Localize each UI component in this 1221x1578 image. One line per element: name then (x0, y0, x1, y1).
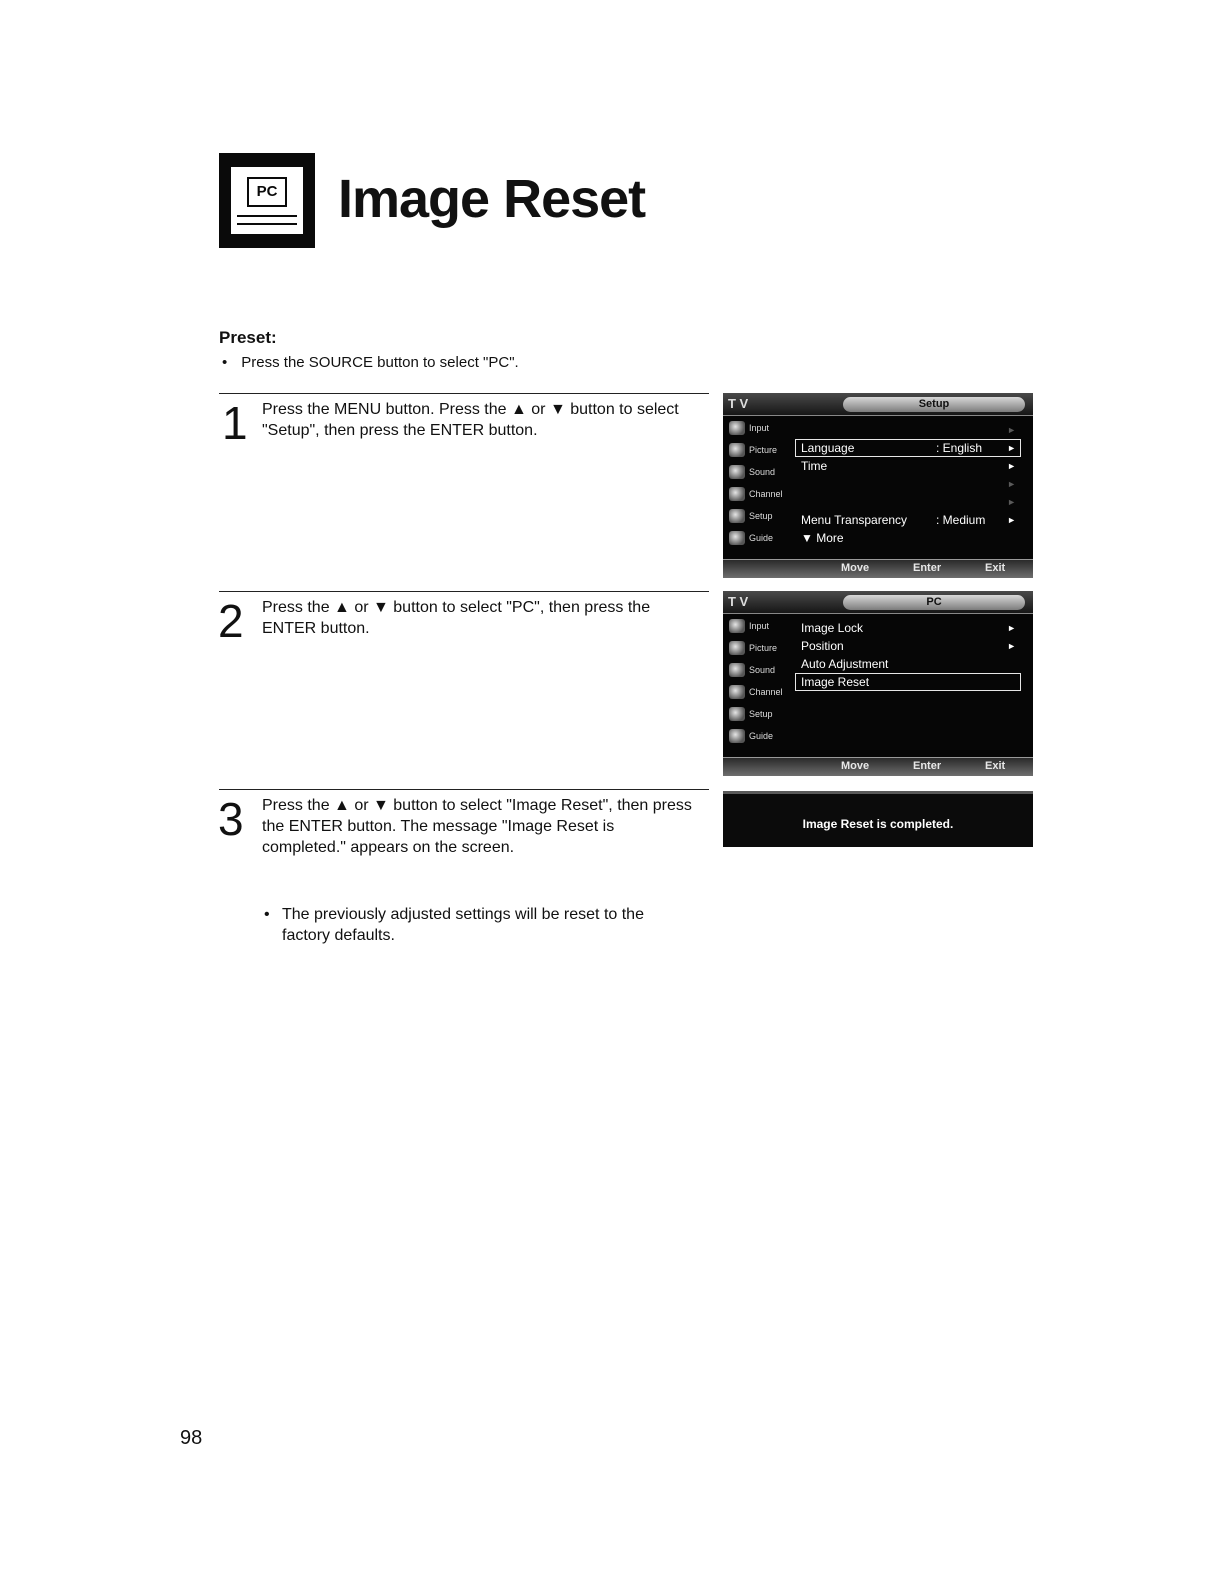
preset-text: Press the SOURCE button to select "PC". (241, 354, 519, 371)
step-divider (219, 789, 709, 790)
step-number: 2 (218, 595, 244, 647)
menu-item-label: Language (801, 441, 855, 455)
monitor-base-icon (237, 215, 297, 225)
sidebar-item-label: Channel (749, 687, 783, 697)
input-icon (729, 619, 745, 633)
sidebar-item-channel (723, 483, 795, 505)
menu-item-label: Menu Transparency (801, 513, 908, 527)
sidebar-item-guide (723, 527, 795, 549)
arrow-right-icon: ► (1007, 479, 1016, 489)
sidebar-item-label: Sound (749, 467, 776, 477)
menu-footer (723, 559, 1033, 578)
menu-item-label: ▼ More (801, 531, 844, 545)
sidebar-item-label: Setup (749, 511, 773, 521)
menu-item-position (795, 637, 1021, 655)
footer-move: Move (841, 760, 870, 772)
menu-item-hidden (795, 475, 1021, 493)
sidebar-item-sound (723, 461, 795, 483)
menu-item-menu-transparency (795, 511, 1021, 529)
bullet-icon: • (222, 354, 228, 371)
tv-mode-label: T V (728, 396, 749, 411)
menu-item-value: : English (936, 441, 983, 455)
sidebar-item-label: Picture (749, 445, 778, 455)
completion-message-screenshot (723, 791, 1033, 847)
sidebar-item-setup (723, 505, 795, 527)
pc-mode-icon (219, 153, 315, 248)
sidebar-item-label: Input (749, 621, 770, 631)
step-3-note (264, 904, 694, 946)
step-3-text: Press the ▲ or ▼ button to select "Image Reset", then press the ENTER button. The message "Image Reset is completed." appears on the screen. (262, 797, 692, 856)
pc-monitor-icon (229, 165, 305, 236)
picture-icon (729, 443, 745, 457)
menu-item-more (795, 529, 1021, 547)
arrow-right-icon: ► (1007, 641, 1016, 651)
arrow-right-icon: ► (1007, 461, 1016, 471)
footer-enter: Enter (913, 760, 942, 772)
menu-item-language (795, 439, 1021, 457)
menu-footer (723, 757, 1033, 776)
channel-icon (729, 487, 745, 501)
menu-header (723, 591, 1033, 614)
picture-icon (729, 641, 745, 655)
menu-item-label: Auto Adjustment (801, 657, 889, 671)
page-title: Image Reset (338, 169, 646, 229)
menu-item-auto-adjustment (795, 655, 1021, 673)
sidebar-item-input (723, 417, 795, 439)
sidebar-item-picture (723, 637, 795, 659)
step-3-note-text: The previously adjusted settings will be reset to the factory defaults. (282, 906, 644, 944)
footer-move: Move (841, 562, 870, 574)
channel-icon (729, 685, 745, 699)
arrow-right-icon: ► (1007, 497, 1016, 507)
sidebar-item-setup (723, 703, 795, 725)
guide-icon (729, 729, 745, 743)
sidebar-item-label: Channel (749, 489, 783, 499)
menu-item-image-reset (795, 673, 1021, 691)
arrow-right-icon: ► (1007, 443, 1016, 453)
tv-menu-screenshot-pc (723, 591, 1033, 776)
menu-items (795, 619, 1021, 691)
preset-label: Preset: (219, 328, 277, 347)
sidebar-item-input (723, 615, 795, 637)
menu-item-hidden (795, 493, 1021, 511)
footer-enter: Enter (913, 562, 942, 574)
sidebar-item-guide (723, 725, 795, 747)
menu-title: PC (843, 595, 1025, 610)
step-1-text: Press the MENU button. Press the ▲ or ▼ button to select "Setup", then press the ENTER button. (262, 401, 679, 439)
footer-exit: Exit (985, 760, 1006, 772)
sidebar-item-label: Input (749, 423, 770, 433)
step-number: 3 (218, 793, 244, 845)
menu-item-label: Position (801, 639, 844, 653)
completion-message: Image Reset is completed. (802, 817, 954, 831)
sound-icon (729, 465, 745, 479)
sidebar-item-label: Setup (749, 709, 773, 719)
arrow-right-icon: ► (1007, 623, 1016, 633)
setup-icon (729, 707, 745, 721)
menu-item-hidden (795, 421, 1021, 439)
menu-header (723, 393, 1033, 416)
setup-icon (729, 509, 745, 523)
guide-icon (729, 531, 745, 545)
menu-item-value: : Medium (936, 513, 986, 527)
menu-sidebar (723, 417, 795, 549)
pc-logo-label: PC (247, 177, 287, 207)
sidebar-item-label: Guide (749, 533, 774, 543)
bullet-icon: • (264, 906, 270, 923)
menu-item-time (795, 457, 1021, 475)
sidebar-item-channel (723, 681, 795, 703)
menu-item-image-lock (795, 619, 1021, 637)
sidebar-item-label: Sound (749, 665, 776, 675)
tv-mode-label: T V (728, 594, 749, 609)
sidebar-item-sound (723, 659, 795, 681)
step-divider (219, 393, 709, 394)
menu-sidebar (723, 615, 795, 747)
step-divider (219, 591, 709, 592)
preset-instruction (222, 354, 519, 371)
sidebar-item-label: Picture (749, 643, 778, 653)
arrow-right-icon: ► (1007, 425, 1016, 435)
step-number: 1 (222, 397, 248, 449)
menu-item-label: Image Reset (801, 675, 870, 689)
tv-menu-screenshot-setup (723, 393, 1033, 578)
sidebar-item-label: Guide (749, 731, 774, 741)
sound-icon (729, 663, 745, 677)
sidebar-item-picture (723, 439, 795, 461)
menu-title: Setup (843, 397, 1025, 412)
arrow-right-icon: ► (1007, 515, 1016, 525)
menu-items (795, 421, 1021, 547)
menu-item-label: Image Lock (801, 621, 864, 635)
menu-item-label: Time (801, 459, 828, 473)
footer-exit: Exit (985, 562, 1006, 574)
input-icon (729, 421, 745, 435)
step-2-text: Press the ▲ or ▼ button to select "PC", then press the ENTER button. (262, 599, 651, 637)
page-number: 98 (180, 1427, 203, 1449)
